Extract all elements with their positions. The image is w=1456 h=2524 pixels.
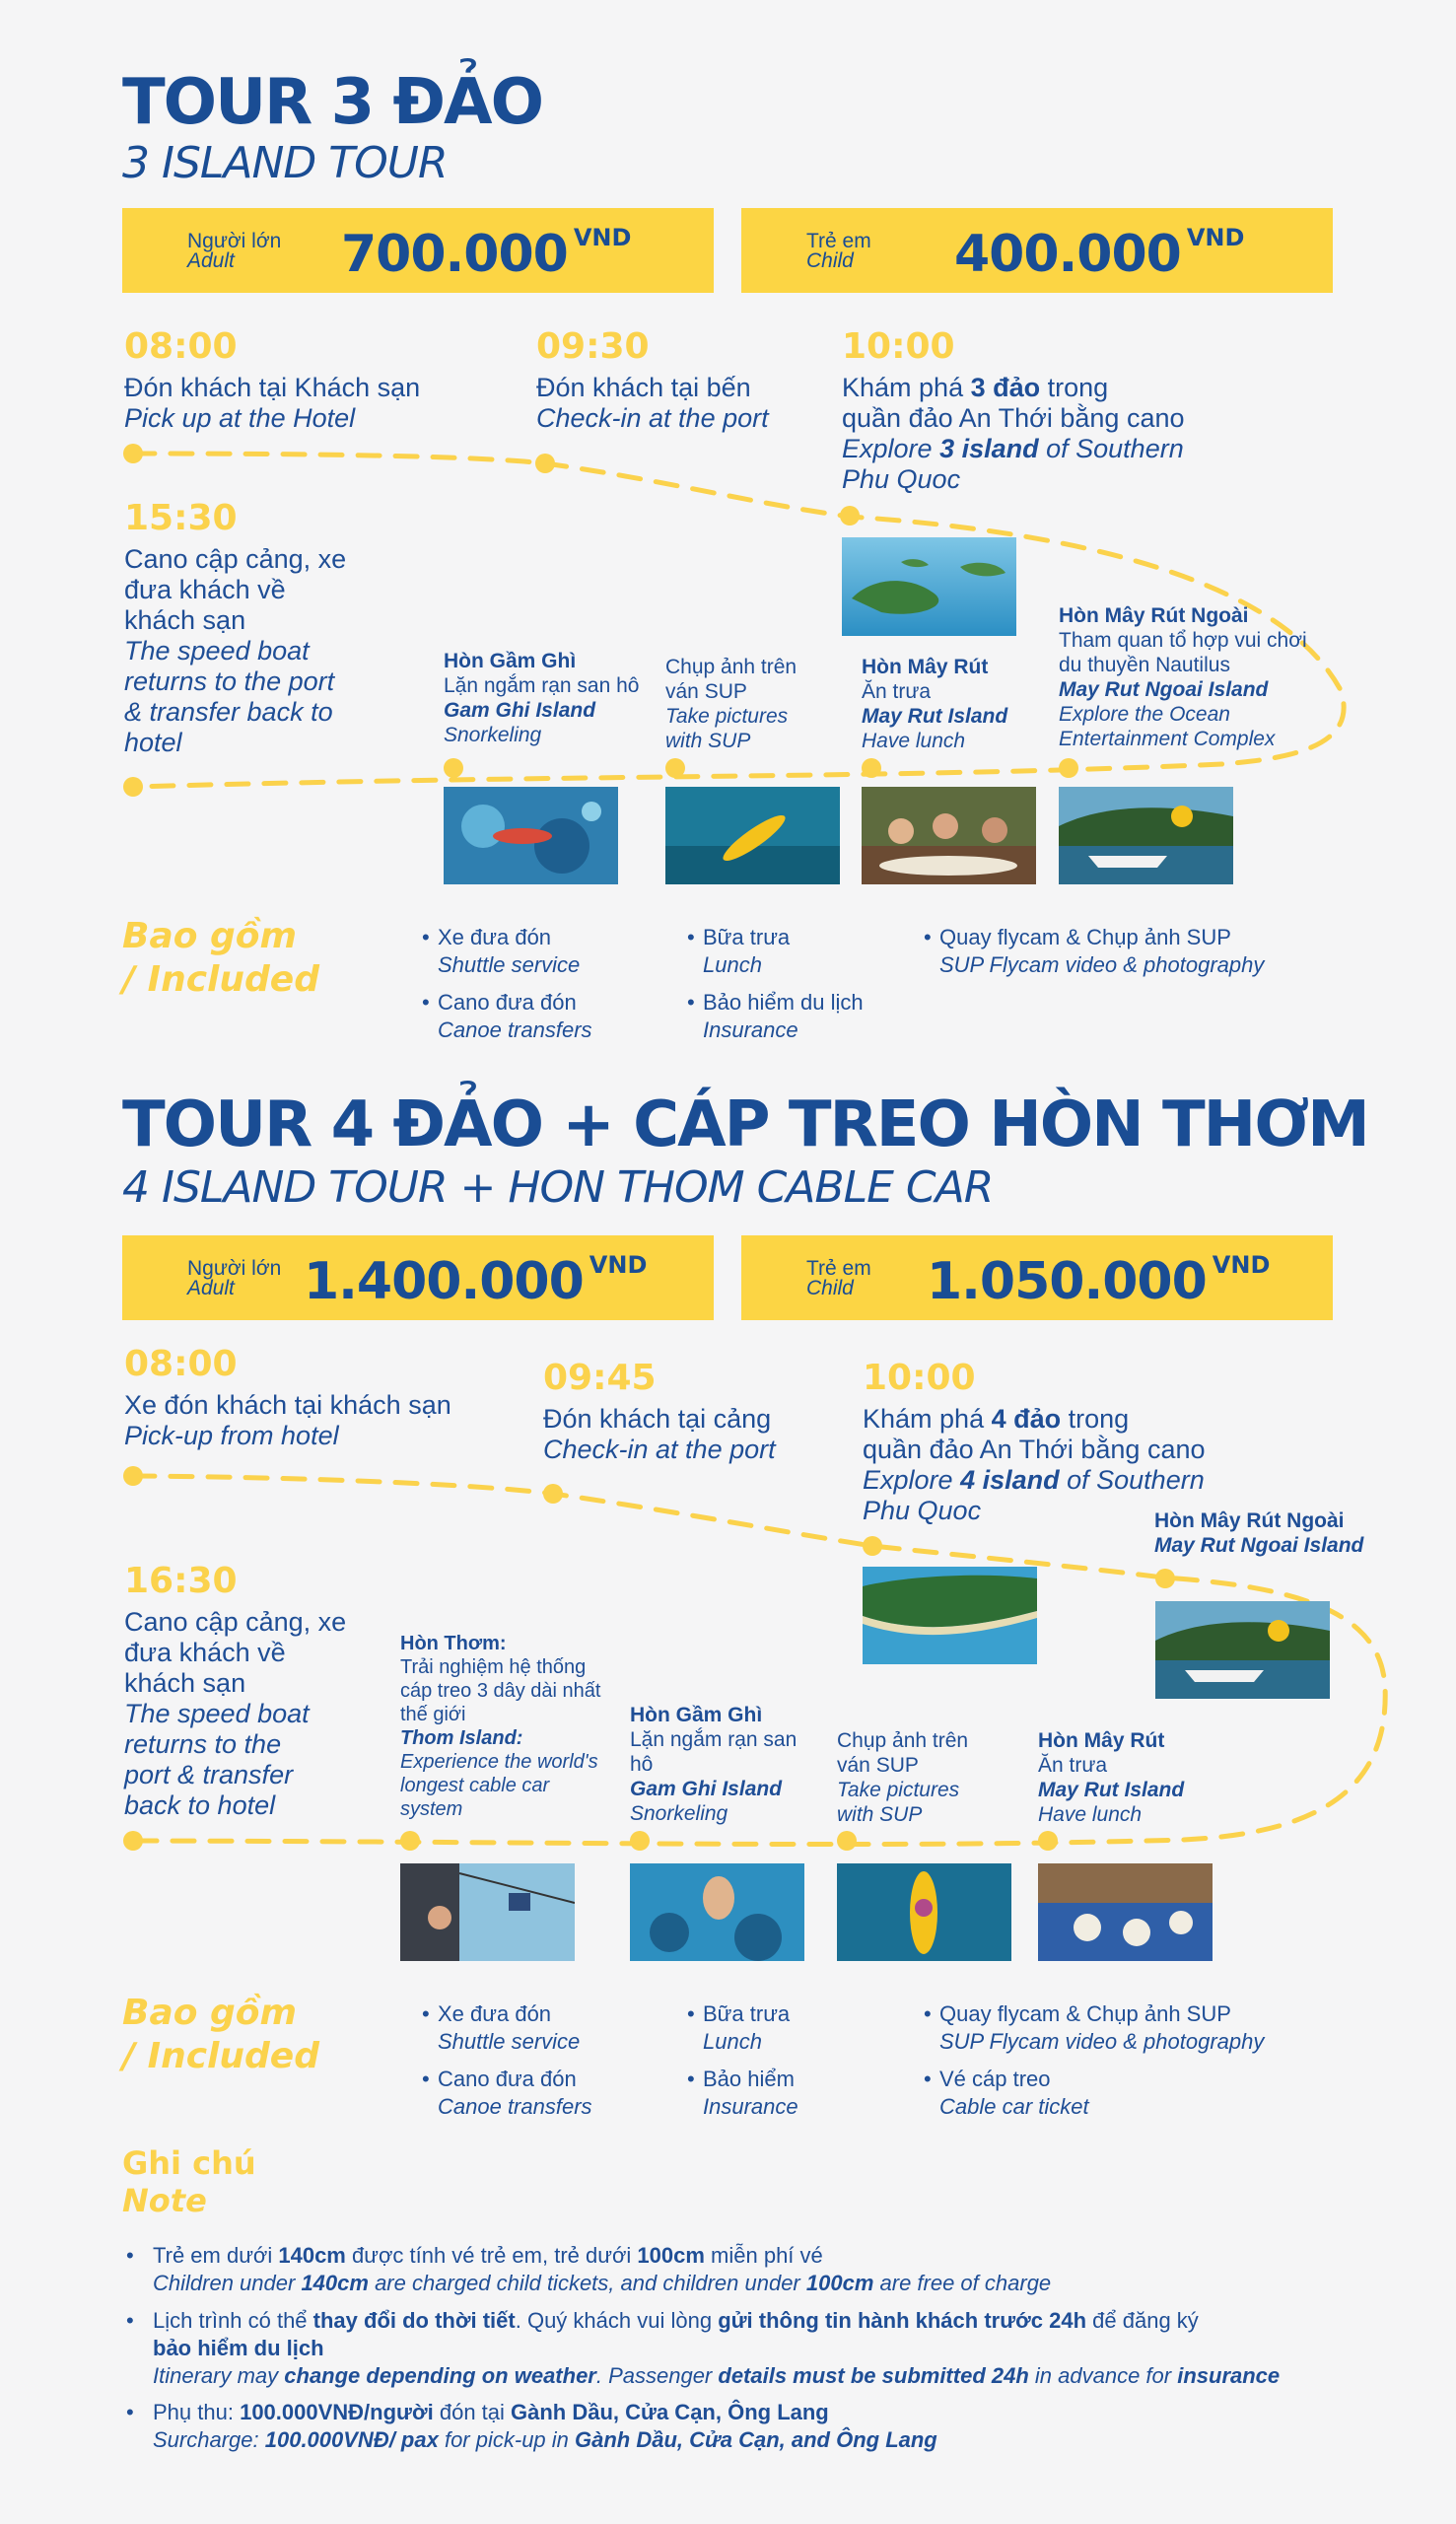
currency: VND <box>1186 224 1245 251</box>
activity-dot <box>630 1831 650 1851</box>
snorkeling-photo <box>630 1863 804 1961</box>
note-text: được tính vé trẻ em, trẻ dưới <box>345 2243 638 2268</box>
sup-photo <box>837 1863 1011 1961</box>
tour1-activity-2 <box>665 655 813 753</box>
currency: VND <box>573 224 632 251</box>
adult-label: Người lớn <box>187 230 282 252</box>
stop-vi: Cano cập cảng, xe đưa khách về khách sạn <box>124 1607 347 1698</box>
note-bold: thay đổi do thời tiết <box>312 2308 516 2333</box>
activity-dot <box>444 758 463 778</box>
note-text: đón tại <box>433 2400 512 2424</box>
note-text: để đăng ký <box>1086 2308 1199 2333</box>
nautilus-photo <box>1059 787 1233 884</box>
note-item: • Lịch trình có thể thay đổi do thời tiết. Quý khách vui lòng gửi thông tin hành khách trước 24h để đăng ký bảo hiểm du lịch Itinerary may change depending on weather. Passenger details must be submitted 24h in advance for insurance <box>126 2308 1281 2388</box>
included-en: SUP Flycam video & photography <box>939 952 1265 977</box>
activity-vi: Chụp ảnh trên ván SUP <box>837 1729 969 1777</box>
lunch-photo <box>1038 1863 1213 1961</box>
stop-en: Check-in at the port <box>543 1435 776 1464</box>
note-text: are free of charge <box>873 2271 1052 2295</box>
tour1-activity-1 <box>444 649 651 747</box>
note-text: Trẻ em dưới <box>153 2243 279 2268</box>
notes-title-vi: Ghi chú <box>122 2144 256 2182</box>
sup-image <box>837 1863 1011 1961</box>
activity-vi: Lặn ngắm rạn san hô <box>444 674 640 697</box>
note-bold: Gành Dầu, Cửa Cạn, Ông Lang <box>511 2400 829 2424</box>
tour1-title: TOUR 3 ĐẢO <box>122 66 542 139</box>
activity-en-name: May Rut Ngoai Island <box>1154 1534 1364 1557</box>
included-en: Shuttle service <box>438 952 581 977</box>
stop-time: 08:00 <box>124 326 238 367</box>
cable-car-photo <box>400 1863 575 1961</box>
tour1-activity-3 <box>862 655 1029 753</box>
tour2-activity-2 <box>630 1703 802 1826</box>
included-en: Lunch <box>703 952 762 977</box>
included-item: • Xe đưa đón Shuttle service <box>422 925 581 977</box>
stop-time: 10:00 <box>863 1358 976 1398</box>
adult-price: 1.400.000 <box>304 1252 584 1311</box>
stop-dot <box>863 1536 882 1556</box>
note-text: Lịch trình có thể <box>153 2308 313 2333</box>
snorkeling-image <box>630 1863 804 1961</box>
nautilus-image <box>1059 787 1233 884</box>
activity-name: Hòn Gầm Ghì <box>630 1704 763 1726</box>
tour2-activity-1 <box>400 1632 602 1821</box>
note-item: • Phụ thu: 100.000VNĐ/người đón tại Gành Dầu, Cửa Cạn, Ông Lang Surcharge: 100.000VNĐ/ pax for pick-up in Gành Dầu, Cửa Cạn, and Ông Lang <box>126 2400 937 2452</box>
stop-vi-c: trong <box>1061 1404 1130 1434</box>
tour2-stop-2 <box>543 1358 859 1465</box>
stop-dot <box>840 506 860 526</box>
stop-time: 16:30 <box>124 1561 238 1601</box>
note-bold: 100cm <box>637 2243 705 2268</box>
included-title-en: / Included <box>122 2036 319 2076</box>
activity-vi: Ăn trưa <box>1038 1754 1108 1777</box>
stop-en: The speed boat returns to the port & transfer back to hotel <box>124 636 335 757</box>
tour2-child-price-box <box>741 1235 1333 1320</box>
activity-dot <box>1155 1569 1175 1588</box>
stop-time: 15:30 <box>124 498 238 538</box>
included-item: • Cano đưa đón Canoe transfers <box>422 990 592 1042</box>
included-item: • Vé cáp treo Cable car ticket <box>924 2067 1089 2119</box>
note-text: Surcharge: <box>153 2427 265 2452</box>
stop-vi: Đón khách tại Khách sạn <box>124 373 421 402</box>
note-bold: details must be submitted 24h <box>718 2363 1029 2388</box>
stop-vi: Xe đón khách tại khách sạn <box>124 1390 451 1420</box>
stop-dot <box>535 454 555 473</box>
activity-dot <box>837 1831 857 1851</box>
tour2-activity-4 <box>1038 1728 1206 1827</box>
sup-image <box>665 787 840 884</box>
activity-en: Snorkeling <box>444 724 542 746</box>
sup-photo <box>665 787 840 884</box>
child-price: 1.050.000 <box>927 1252 1207 1311</box>
included-en: Cable car ticket <box>939 2094 1089 2119</box>
note-text: are charged child tickets, and children under <box>368 2271 806 2295</box>
included-item: • Xe đưa đón Shuttle service <box>422 2001 581 2054</box>
included-item: • Bảo hiểm Insurance <box>687 2067 798 2119</box>
activity-en-name: Gam Ghi Island <box>444 699 596 722</box>
activity-name: Hòn Gầm Ghì <box>444 650 577 672</box>
included-en: Insurance <box>703 2094 798 2119</box>
included-item: • Quay flycam & Chụp ảnh SUP SUP Flycam video & photography <box>924 2001 1265 2054</box>
stop-vi: Cano cập cảng, xe đưa khách về khách sạn <box>124 544 347 635</box>
included-en: Lunch <box>703 2029 762 2054</box>
note-text: miễn phí vé <box>704 2243 823 2268</box>
island-photo <box>842 537 1016 636</box>
tour1-stop-3 <box>842 326 1236 495</box>
stop-vi: Đón khách tại bến <box>536 373 751 402</box>
included-vi: Quay flycam & Chụp ảnh SUP <box>939 2001 1231 2026</box>
stop-vi-a: Khám phá <box>863 1404 992 1434</box>
stop-en-b: 3 island <box>939 434 1039 463</box>
activity-en: Have lunch <box>1038 1803 1143 1826</box>
note-text: Phụ thu: <box>153 2400 241 2424</box>
island-aerial-image <box>863 1567 1037 1664</box>
stop-dot <box>123 1831 143 1851</box>
tour1-subtitle: 3 ISLAND TOUR <box>122 138 448 188</box>
snorkeling-image <box>444 787 618 884</box>
activity-dot <box>665 758 685 778</box>
stop-dot <box>123 1466 143 1486</box>
note-bold: 100cm <box>805 2271 874 2295</box>
note-item: • Trẻ em dưới 140cm được tính vé trẻ em, trẻ dưới 100cm miễn phí vé Children under 140cm are charged child tickets, and children under 100cm are free of charge <box>126 2243 1052 2295</box>
activity-en-name: Gam Ghi Island <box>630 1778 783 1800</box>
tour2-ngoai-label <box>1154 1508 1421 1558</box>
note-text: . Passenger <box>595 2363 719 2388</box>
stop-vi-a: Khám phá <box>842 373 971 402</box>
tour1-activity-4 <box>1059 603 1325 751</box>
activity-en: Take pictures with SUP <box>665 705 789 752</box>
stop-vi-b: 4 đảo <box>991 1404 1062 1434</box>
tour2-included-title <box>122 1992 319 2078</box>
adult-label-en: Adult <box>187 1277 235 1299</box>
activity-dot <box>1038 1831 1058 1851</box>
adult-label: Người lớn <box>187 1257 282 1280</box>
activity-vi: Ăn trưa <box>862 680 932 703</box>
adult-price: 700.000 <box>341 225 568 284</box>
included-vi: Cano đưa đón <box>438 2067 577 2091</box>
included-en: SUP Flycam video & photography <box>939 2029 1265 2054</box>
stop-dot <box>123 777 143 797</box>
activity-en: Take pictures with SUP <box>837 1779 960 1826</box>
included-title-vi: Bao gồm <box>122 916 298 956</box>
note-bold: 100.000VNĐ/ pax <box>264 2427 439 2452</box>
currency: VND <box>1212 1251 1271 1279</box>
note-bold: insurance <box>1177 2363 1281 2388</box>
included-title-en: / Included <box>122 959 319 1000</box>
snorkeling-photo <box>444 787 618 884</box>
activity-name: Hòn Mây Rút Ngoài <box>1059 604 1249 627</box>
included-vi: Bữa trưa <box>703 925 791 949</box>
stop-en-c: of Southern <box>1038 434 1184 463</box>
notes-title-en: Note <box>122 2182 207 2219</box>
activity-en: Have lunch <box>862 730 966 752</box>
activity-vi: Chụp ảnh trên ván SUP <box>665 656 797 703</box>
activity-name: Hòn Mây Rút <box>862 656 989 678</box>
stop-vi-d: quần đảo An Thới bằng cano <box>842 403 1185 433</box>
tour2-activity-3 <box>837 1728 985 1827</box>
included-vi: Quay flycam & Chụp ảnh SUP <box>939 925 1231 949</box>
activity-en-name: May Rut Ngoai Island <box>1059 678 1269 701</box>
tour2-adult-price-box <box>122 1235 714 1320</box>
activity-en: Explore the Ocean Entertainment Complex <box>1059 703 1276 750</box>
stop-en: The speed boat returns to the port & transfer back to hotel <box>124 1699 310 1820</box>
included-item: • Bữa trưa Lunch <box>687 925 791 977</box>
activity-dot <box>400 1831 420 1851</box>
tour2-subtitle: 4 ISLAND TOUR + HON THOM CABLE CAR <box>122 1162 994 1213</box>
included-en: Insurance <box>703 1017 798 1042</box>
stop-dot <box>123 444 143 463</box>
stop-vi-c: trong <box>1040 373 1109 402</box>
stop-en: Check-in at the port <box>536 403 769 433</box>
tour2-stop-1 <box>124 1344 538 1451</box>
activity-vi: Lặn ngắm rạn san hô <box>630 1728 797 1776</box>
child-label-en: Child <box>806 249 854 272</box>
included-en: Canoe transfers <box>438 2094 592 2119</box>
included-title-vi: Bao gồm <box>122 1993 298 2033</box>
cable-car-image <box>400 1863 575 1961</box>
tour1-stop-2 <box>536 326 852 434</box>
child-label: Trẻ em <box>806 1257 871 1280</box>
stop-en-d: Phu Quoc <box>863 1496 982 1525</box>
tour1-included-title <box>122 915 319 1002</box>
included-en: Canoe transfers <box>438 1017 592 1042</box>
child-label-en: Child <box>806 1277 854 1299</box>
activity-vi: Tham quan tổ hợp vui chơi du thuyền Nautilus <box>1059 629 1307 676</box>
nautilus-photo <box>1155 1601 1330 1699</box>
activity-dot <box>862 758 881 778</box>
island-photo <box>863 1567 1037 1664</box>
included-item: • Quay flycam & Chụp ảnh SUP SUP Flycam video & photography <box>924 925 1265 977</box>
lunch-image <box>862 787 1036 884</box>
note-text: Itinerary may <box>153 2363 285 2388</box>
stop-en-a: Explore <box>842 434 940 463</box>
lunch-photo <box>862 787 1036 884</box>
activity-dot <box>1059 758 1078 778</box>
tour2-stop-4 <box>124 1561 361 1821</box>
stop-en-a: Explore <box>863 1465 961 1495</box>
included-vi: Bữa trưa <box>703 2001 791 2026</box>
included-vi: Vé cáp treo <box>939 2067 1051 2091</box>
included-vi: Cano đưa đón <box>438 990 577 1015</box>
adult-label-en: Adult <box>187 249 235 272</box>
stop-time: 10:00 <box>842 326 955 367</box>
stop-en: Pick-up from hotel <box>124 1421 339 1450</box>
note-bold: bảo hiểm du lịch <box>153 2336 324 2360</box>
included-vi: Xe đưa đón <box>438 2001 552 2026</box>
note-text: Children under <box>153 2271 302 2295</box>
note-bold: 140cm <box>278 2243 346 2268</box>
activity-name: Hòn Thơm: <box>400 1633 507 1654</box>
included-en: Shuttle service <box>438 2029 581 2054</box>
island-aerial-image <box>842 537 1016 636</box>
currency: VND <box>589 1251 648 1279</box>
stop-vi-b: 3 đảo <box>970 373 1041 402</box>
note-text: for pick-up in <box>438 2427 576 2452</box>
stop-dot <box>543 1484 563 1504</box>
note-text: in advance for <box>1028 2363 1178 2388</box>
stop-vi-d: quần đảo An Thới bằng cano <box>863 1435 1206 1464</box>
stop-time: 09:45 <box>543 1358 657 1398</box>
activity-en-name: May Rut Island <box>862 705 1008 728</box>
included-vi: Bảo hiểm du lịch <box>703 990 864 1015</box>
child-label: Trẻ em <box>806 230 871 252</box>
stop-en-c: of Southern <box>1059 1465 1205 1495</box>
included-item: • Bữa trưa Lunch <box>687 2001 791 2054</box>
activity-en-name: May Rut Island <box>1038 1779 1185 1801</box>
stop-en: Pick up at the Hotel <box>124 403 356 433</box>
nautilus-image <box>1155 1601 1330 1699</box>
note-bold: change depending on weather <box>284 2363 596 2388</box>
notes-title <box>122 2144 256 2219</box>
note-bold: 140cm <box>301 2271 369 2295</box>
note-text: . Quý khách vui lòng <box>515 2308 719 2333</box>
tour1-stop-4 <box>124 498 361 758</box>
tour2-stop-3 <box>863 1358 1257 1526</box>
stop-time: 09:30 <box>536 326 650 367</box>
note-bold: 100.000VNĐ/người <box>240 2400 434 2424</box>
included-vi: Xe đưa đón <box>438 925 552 949</box>
stop-en-b: 4 island <box>960 1465 1060 1495</box>
activity-name: Hòn Mây Rút <box>1038 1729 1165 1752</box>
included-item: • Bảo hiểm du lịch Insurance <box>687 990 864 1042</box>
lunch-image <box>1038 1863 1213 1961</box>
included-vi: Bảo hiểm <box>703 2067 795 2091</box>
stop-time: 08:00 <box>124 1344 238 1384</box>
activity-en: Experience the world's longest cable car system <box>400 1751 598 1820</box>
tour2-title: TOUR 4 ĐẢO + CÁP TREO HÒN THƠM <box>122 1088 1368 1161</box>
included-item: • Cano đưa đón Canoe transfers <box>422 2067 592 2119</box>
stop-en-d: Phu Quoc <box>842 464 961 494</box>
note-bold: Gành Dầu, Cửa Cạn, and Ông Lang <box>575 2427 937 2452</box>
activity-name: Hòn Mây Rút Ngoài <box>1154 1509 1345 1532</box>
activity-vi: Trải nghiệm hệ thống cáp treo 3 dây dài nhất thế giới <box>400 1656 601 1725</box>
stop-vi: Đón khách tại cảng <box>543 1404 772 1434</box>
activity-en: Snorkeling <box>630 1802 728 1825</box>
child-price: 400.000 <box>954 225 1181 284</box>
note-bold: gửi thông tin hành khách trước 24h <box>718 2308 1087 2333</box>
activity-en-name: Thom Island: <box>400 1727 523 1749</box>
tour1-stop-1 <box>124 326 499 434</box>
